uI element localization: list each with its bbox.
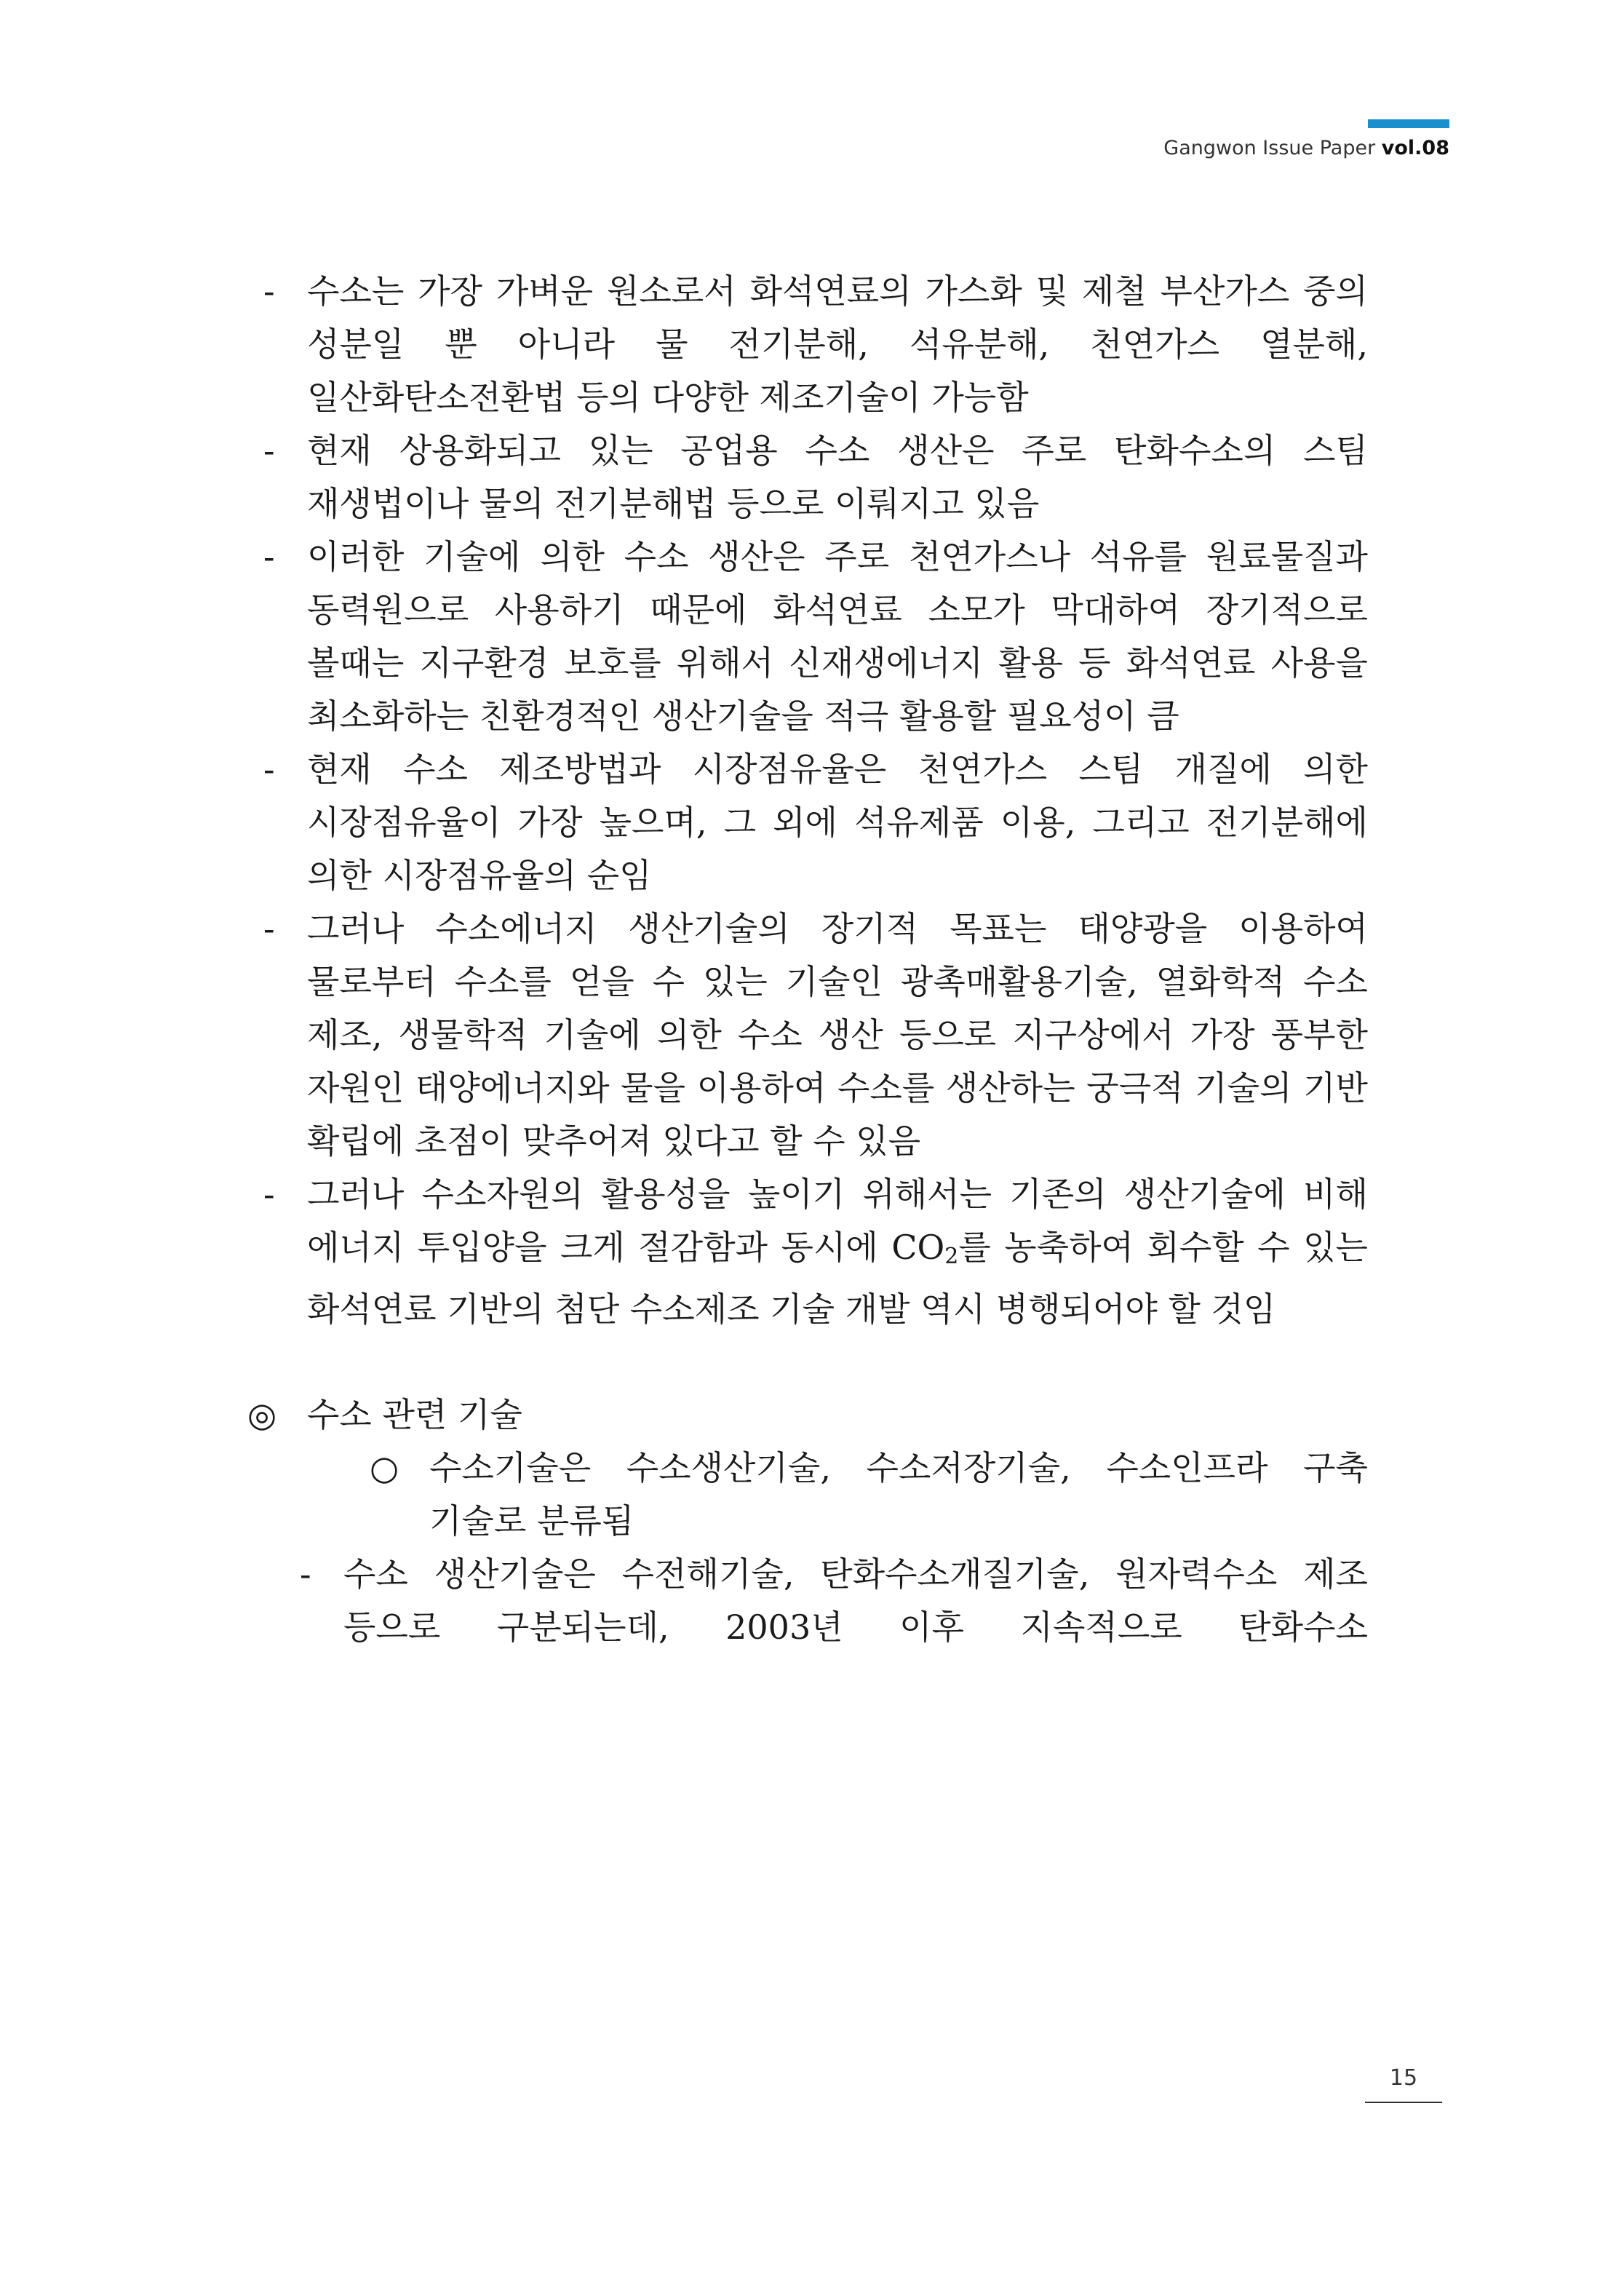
section-title: 수소 관련 기술 — [307, 1395, 522, 1434]
section-heading — [247, 1388, 1368, 1442]
bullet-marker: - — [263, 750, 275, 789]
bullet-text-after: 를 농축하여 회수할 수 있는 화석연료 기반의 첨단 수소제조 기술 개발 역시 병행되어야 할 것임 — [307, 1228, 1368, 1329]
volume-label: vol.08 — [1381, 137, 1449, 159]
header-accent-bar — [1368, 119, 1449, 128]
page-number-rule — [1365, 2102, 1442, 2103]
publication-title: Gangwon Issue Paper — [1163, 137, 1382, 159]
bullet-item — [247, 424, 1368, 531]
bullet-text: 현재 수소 제조방법과 시장점유율은 천연가스 스팀 개질에 의한 시장점유율이 가장 높으며, 그 외에 석유제품 이용, 그리고 전기분해에 의한 시장점유율의 순임 — [307, 750, 1368, 895]
bullet-text: 수소 생산기술은 수전해기술, 탄화수소개질기술, 원자력수소 제조 등으로 구분되는데, 2003년 이후 지속적으로 탄화수소 — [343, 1554, 1368, 1647]
bullet-item — [247, 902, 1368, 1168]
bullet-text: 현재 상용화되고 있는 공업용 수소 생산은 주로 탄화수소의 스팀 재생법이나 물의 전기분해법 등으로 이뤄지고 있음 — [307, 431, 1368, 523]
double-circle-marker: ◎ — [247, 1395, 277, 1434]
bullet-item — [247, 1548, 1368, 1654]
circle-item-text: 수소기술은 수소생산기술, 수소저장기술, 수소인프라 구축 기술로 분류됨 — [429, 1448, 1368, 1541]
page-number: 15 — [1389, 2065, 1418, 2091]
bullet-item — [247, 743, 1368, 902]
bullet-text: 이러한 기술에 의한 수소 생산은 주로 천연가스나 석유를 원료물질과 동력원으로 사용하기 때문에 화석연료 소모가 막대하여 장기적으로 볼때는 지구환경 보호를 위해서 신재생에너지 활용 등 화석연료 사용을 최소화하는 친환경적인 생산기술을 적극 활용할 필요성이 큼 — [307, 537, 1368, 736]
bullet-marker: - — [263, 537, 275, 576]
main-content — [247, 265, 1368, 1654]
bullet-marker: - — [263, 909, 275, 948]
bullet-item-co2 — [247, 1168, 1368, 1336]
circle-item — [247, 1442, 1368, 1548]
bullet-marker: - — [263, 271, 275, 311]
bullet-item — [247, 531, 1368, 743]
bullet-text: 그러나 수소에너지 생산기술의 장기적 목표는 태양광을 이용하여 물로부터 수소를 얻을 수 있는 기술인 광촉매활용기술, 열화학적 수소 제조, 생물학적 기술에 의한 수소 생산 등으로 지구상에서 가장 풍부한 자원인 태양에너지와 물을 이용하여 수소를 생산하는 궁극적 기술의 기반 확립에 초점이 맞추어져 있다고 할 수 있음 — [307, 909, 1368, 1161]
bullet-marker: - — [300, 1554, 311, 1594]
circle-marker: ○ — [370, 1448, 399, 1487]
bullet-item — [247, 265, 1368, 424]
co2-subscript: 2 — [944, 1244, 959, 1269]
bullet-marker: - — [263, 431, 275, 470]
bullet-marker: - — [263, 1175, 275, 1214]
co2-formula: CO — [891, 1228, 945, 1267]
bullet-text-before: 그러나 수소자원의 활용성을 높이기 위해서는 기존의 생산기술에 비해 에너지 투입양을 크게 절감함과 동시에 — [307, 1175, 1368, 1267]
bullet-text: 수소는 가장 가벼운 원소로서 화석연료의 가스화 및 제철 부산가스 중의 성분일 뿐 아니라 물 전기분해, 석유분해, 천연가스 열분해, 일산화탄소전환법 등의 다양한 제조기술이 가능함 — [307, 271, 1368, 417]
running-header — [1163, 137, 1449, 159]
